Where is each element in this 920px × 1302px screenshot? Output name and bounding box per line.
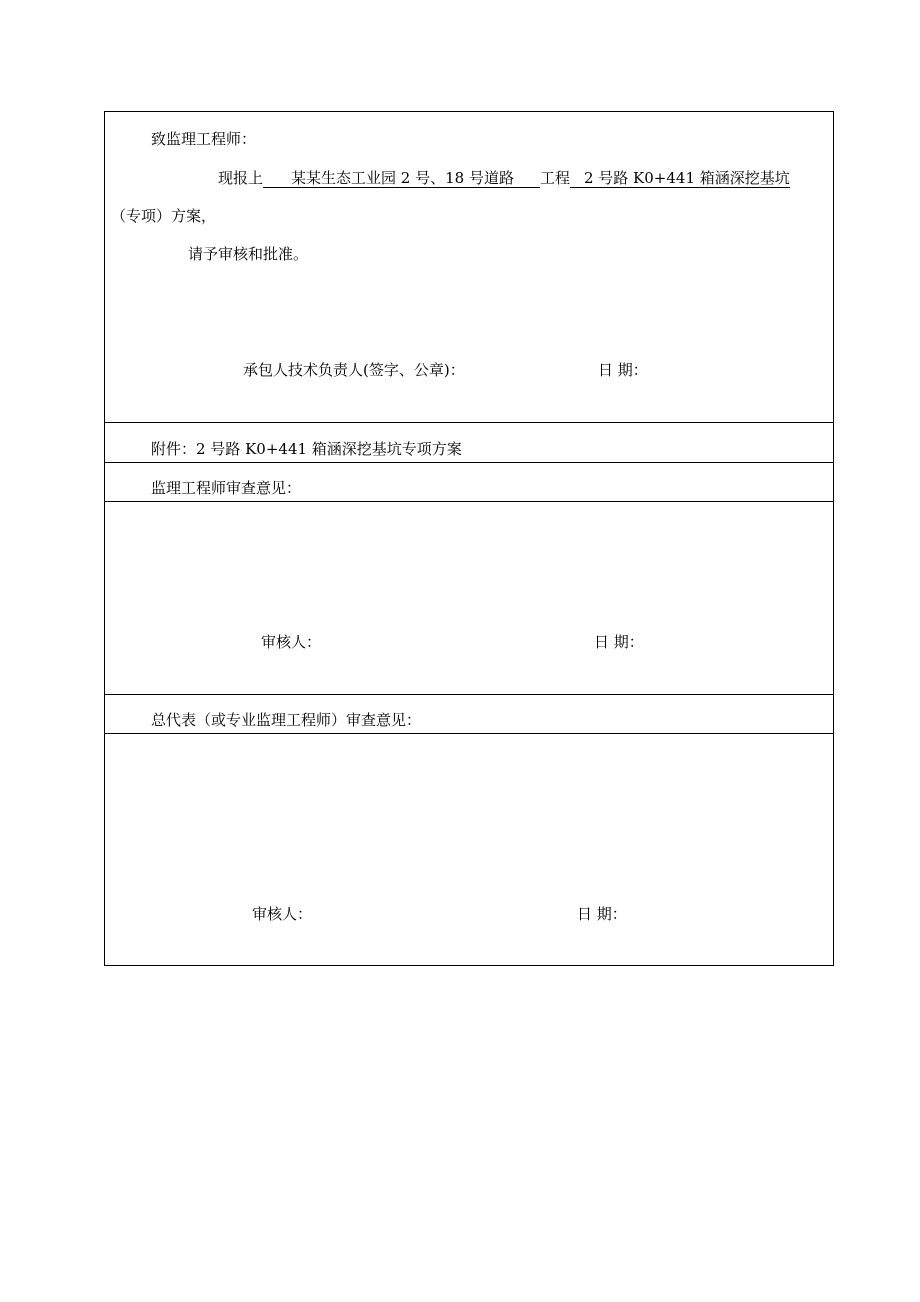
engineer-reviewer-label: 审核人： [261, 633, 322, 651]
request-text: 请予审核和批准。 [188, 245, 309, 263]
submission-date-label: 日 期： [598, 361, 648, 379]
divider [105, 733, 833, 734]
chief-review-title: 总代表（或专业监理工程师）审查意见： [151, 711, 422, 729]
attachment-text: 附件：2 号路 K0+441 箱涵深挖基坑专项方案 [151, 440, 462, 458]
divider [105, 694, 833, 695]
engineer-review-title: 监理工程师审查意见： [151, 479, 302, 497]
project-suffix-text: 工程 [539, 169, 570, 187]
prefix-text: 现报上 [218, 169, 264, 187]
chief-review-date-label: 日 期： [577, 905, 627, 923]
project-name-field: 某某生态工业园 2 号、18 号道路 [263, 170, 540, 188]
scheme-name-field: 2 号路 K0+441 箱涵深挖基坑 [570, 170, 790, 188]
approval-form [104, 111, 834, 966]
contractor-signer-label: 承包人技术负责人(签字、公章)： [243, 361, 465, 379]
divider [105, 462, 833, 463]
submission-line [218, 169, 790, 188]
engineer-review-date-label: 日 期： [594, 633, 644, 651]
chief-reviewer-label: 审核人： [252, 905, 313, 923]
scheme-type: （专项）方案， [111, 207, 217, 225]
addressee: 致监理工程师： [151, 130, 257, 148]
divider [105, 501, 833, 502]
divider [105, 422, 833, 423]
